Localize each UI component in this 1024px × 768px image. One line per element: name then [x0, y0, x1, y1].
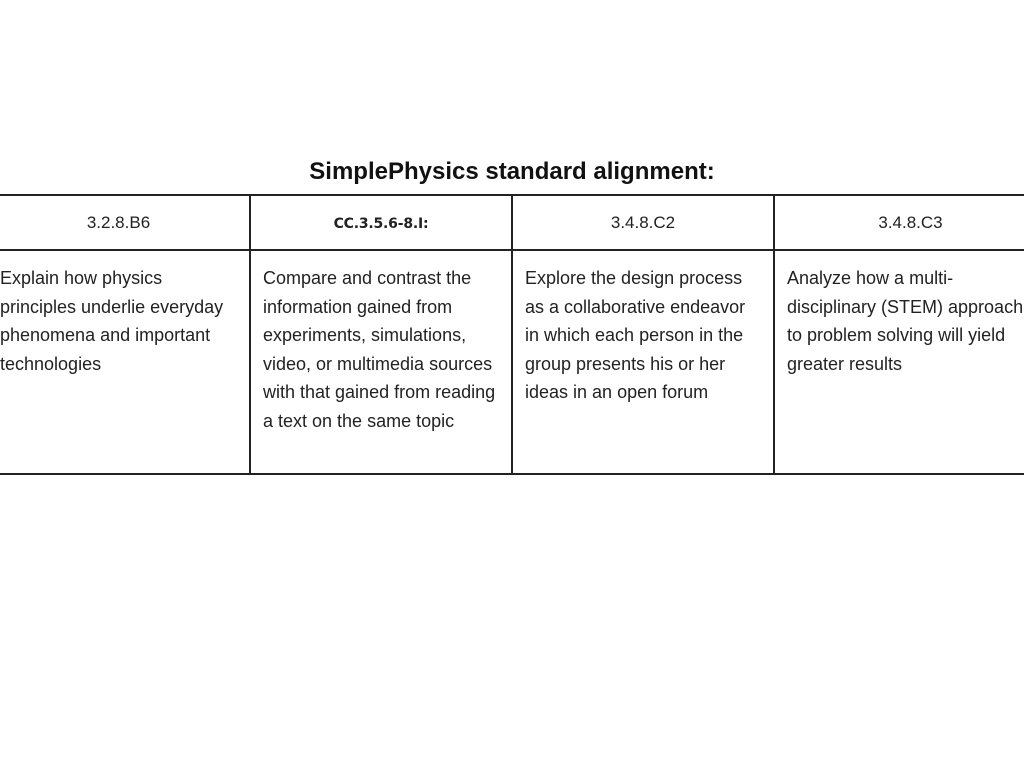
standard-code: 3.4.8.C2 — [610, 212, 676, 232]
standard-code: 3.2.8.B6 — [86, 212, 151, 232]
standard-code: CC.3.5.6-8.I: — [333, 215, 429, 232]
standards-table-container — [0, 194, 1024, 475]
standard-code: 3.4.8.C3 — [878, 212, 943, 232]
standard-description: Analyze how a multi-disciplinary (STEM) approach to problem solving will yield greater results — [787, 268, 1024, 374]
description-cell — [512, 250, 774, 474]
standard-description: Explore the design process as a collaborative endeavor in which each person in the group presents his or her ideas in an open forum — [525, 268, 746, 403]
standards-table — [0, 194, 1024, 475]
header-cell — [0, 195, 250, 250]
standard-description: Explain how physics principles underlie everyday phenomena and important technologies — [0, 268, 224, 374]
header-cell — [250, 195, 512, 250]
table-header-row — [0, 195, 1024, 250]
standard-description: Compare and contrast the information gained from experiments, simulations, video, or multimedia sources with that gained from reading a text on the same topic — [263, 268, 496, 431]
description-cell — [774, 250, 1024, 474]
header-cell — [774, 195, 1024, 250]
description-cell — [0, 250, 250, 474]
description-cell — [250, 250, 512, 474]
page-title: SimplePhysics standard alignment: — [309, 158, 715, 185]
header-cell — [512, 195, 774, 250]
table-row — [0, 250, 1024, 474]
